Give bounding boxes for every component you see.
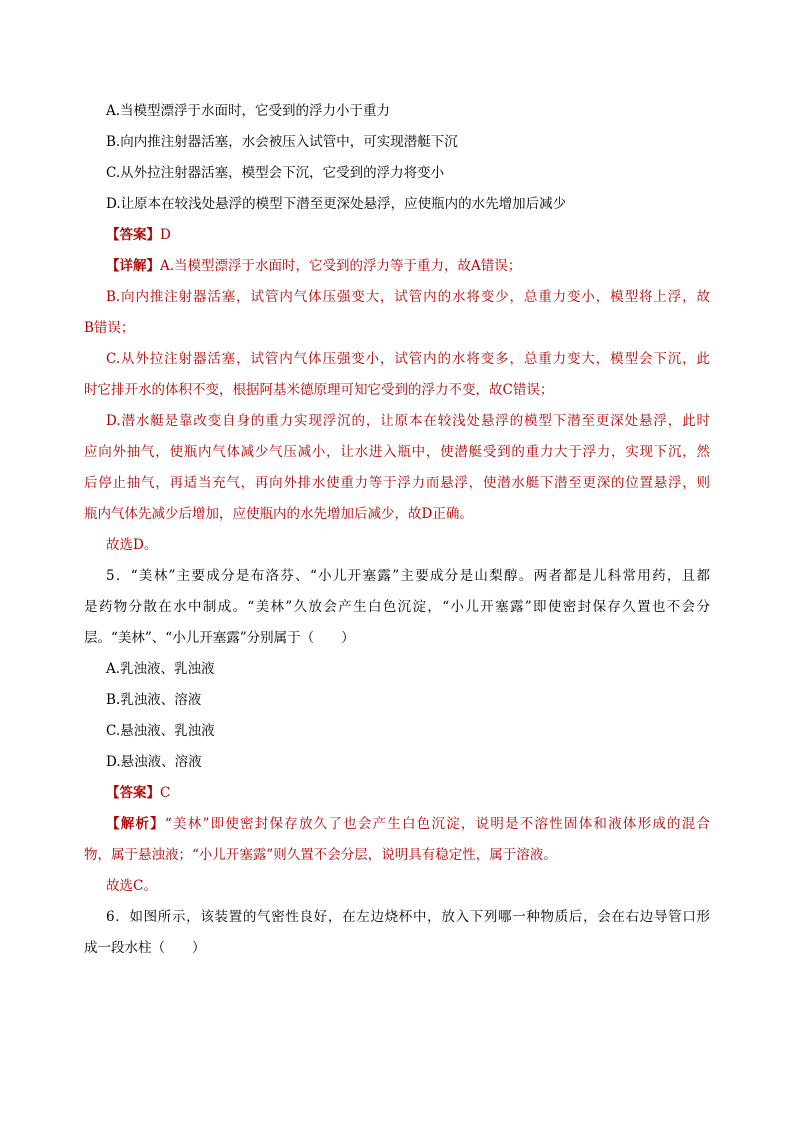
q4-answer-tag: 【答案】 [106,227,160,243]
q4-detail-c-line2: 时它排开水的体积不变，根据阿基米德原理可知它受到的浮力不变，故C错误； [84,382,554,398]
q5-analysis-tag: 【解析】 [106,816,165,832]
q5-stem-line1: 5．“美林”主要成分是布洛芬、“小儿开塞露”主要成分是山梨醇。两者都是儿科常用药，且都 [106,568,710,584]
q4-detail-d-line4: 瓶内气体先减少后增加，应使瓶内的水先增加后减少，故D正确。 [84,506,473,522]
q4-detail-tag: 【详解】 [106,258,160,274]
q5-analysis-line1 [84,809,710,840]
q5-conclusion: 故选C。 [106,878,157,894]
document-content [84,96,710,964]
q5-stem-line2: 是药物分散在水中制成。“美林”久放会产生白色沉淀，“小儿开塞露”即使密封保存久置也不会分 [84,599,710,615]
q4-option-d: D.让原本在较浅处悬浮的模型下潜至更深处悬浮，应使瓶内的水先增加后减少 [106,196,567,212]
q5-analysis-line2: 物，属于悬浊液；“小儿开塞露”则久置不会分层，说明具有稳定性，属于溶液。 [84,847,557,863]
q6-stem-line1: 6．如图所示，该装置的气密性良好，在左边烧杯中，放入下列哪一种物质后，会在右边导管口形 [106,909,710,925]
q4-detail-c-line1: C.从外拉注射器活塞，试管内气体压强变小，试管内的水将变多，总重力变大，模型会下沉，此 [106,351,710,367]
q4-answer [84,220,710,251]
q4-detail-d-line3: 后停止抽气，再适当充气，再向外排水使重力等于浮力而悬浮，使潜水艇下潜至更深的位置悬浮，则 [84,475,710,491]
q4-detail-d-line2: 应向外抽气，使瓶内气体减少气压减小，让水进入瓶中，使潜艇受到的重力大于浮力，实现下沉，然 [84,444,710,460]
q5-option-b: B.乳浊液、溶液 [106,692,202,708]
q6-stem-line2: 成一段水柱（ ） [84,940,206,956]
q5-option-a: A.乳浊液、乳浊液 [106,661,215,677]
q5-answer-tag: 【答案】 [106,785,160,801]
q4-option-a: A.当模型漂浮于水面时，它受到的浮力小于重力 [106,103,391,119]
q4-answer-value: D [160,227,171,243]
q4-detail-d-line1: D.潜水艇是靠改变自身的重力实现浮沉的，让原本在较浅处悬浮的模型下潜至更深处悬浮，此时 [106,413,710,429]
q5-analysis-text1: “美林”即使密封保存放久了也会产生白色沉淀，说明是不溶性固体和液体形成的混合 [164,816,710,832]
q5-option-c: C.悬浊液、乳浊液 [106,723,215,739]
q5-answer-value: C [160,785,171,801]
q4-option-c: C.从外拉注射器活塞，模型会下沉，它受到的浮力将变小 [106,165,445,181]
q4-detail-b-line2: B错误； [84,320,135,336]
q5-answer [84,778,710,809]
q4-detail-a-text: A.当模型漂浮于水面时，它受到的浮力等于重力，故A错误； [160,258,522,274]
q5-stem-line3: 层。“美林”、“小儿开塞露”分别属于（ ） [84,630,355,646]
q4-conclusion: 故选D。 [106,537,158,553]
q5-option-d: D.悬浊液、溶液 [106,754,202,770]
q4-option-b: B.向内推注射器活塞，水会被压入试管中，可实现潜艇下沉 [106,134,458,150]
q4-detail-a [84,251,710,282]
q4-detail-b-line1: B.向内推注射器活塞，试管内气体压强变大，试管内的水将变少，总重力变小，模型将上浮，故 [106,289,710,305]
